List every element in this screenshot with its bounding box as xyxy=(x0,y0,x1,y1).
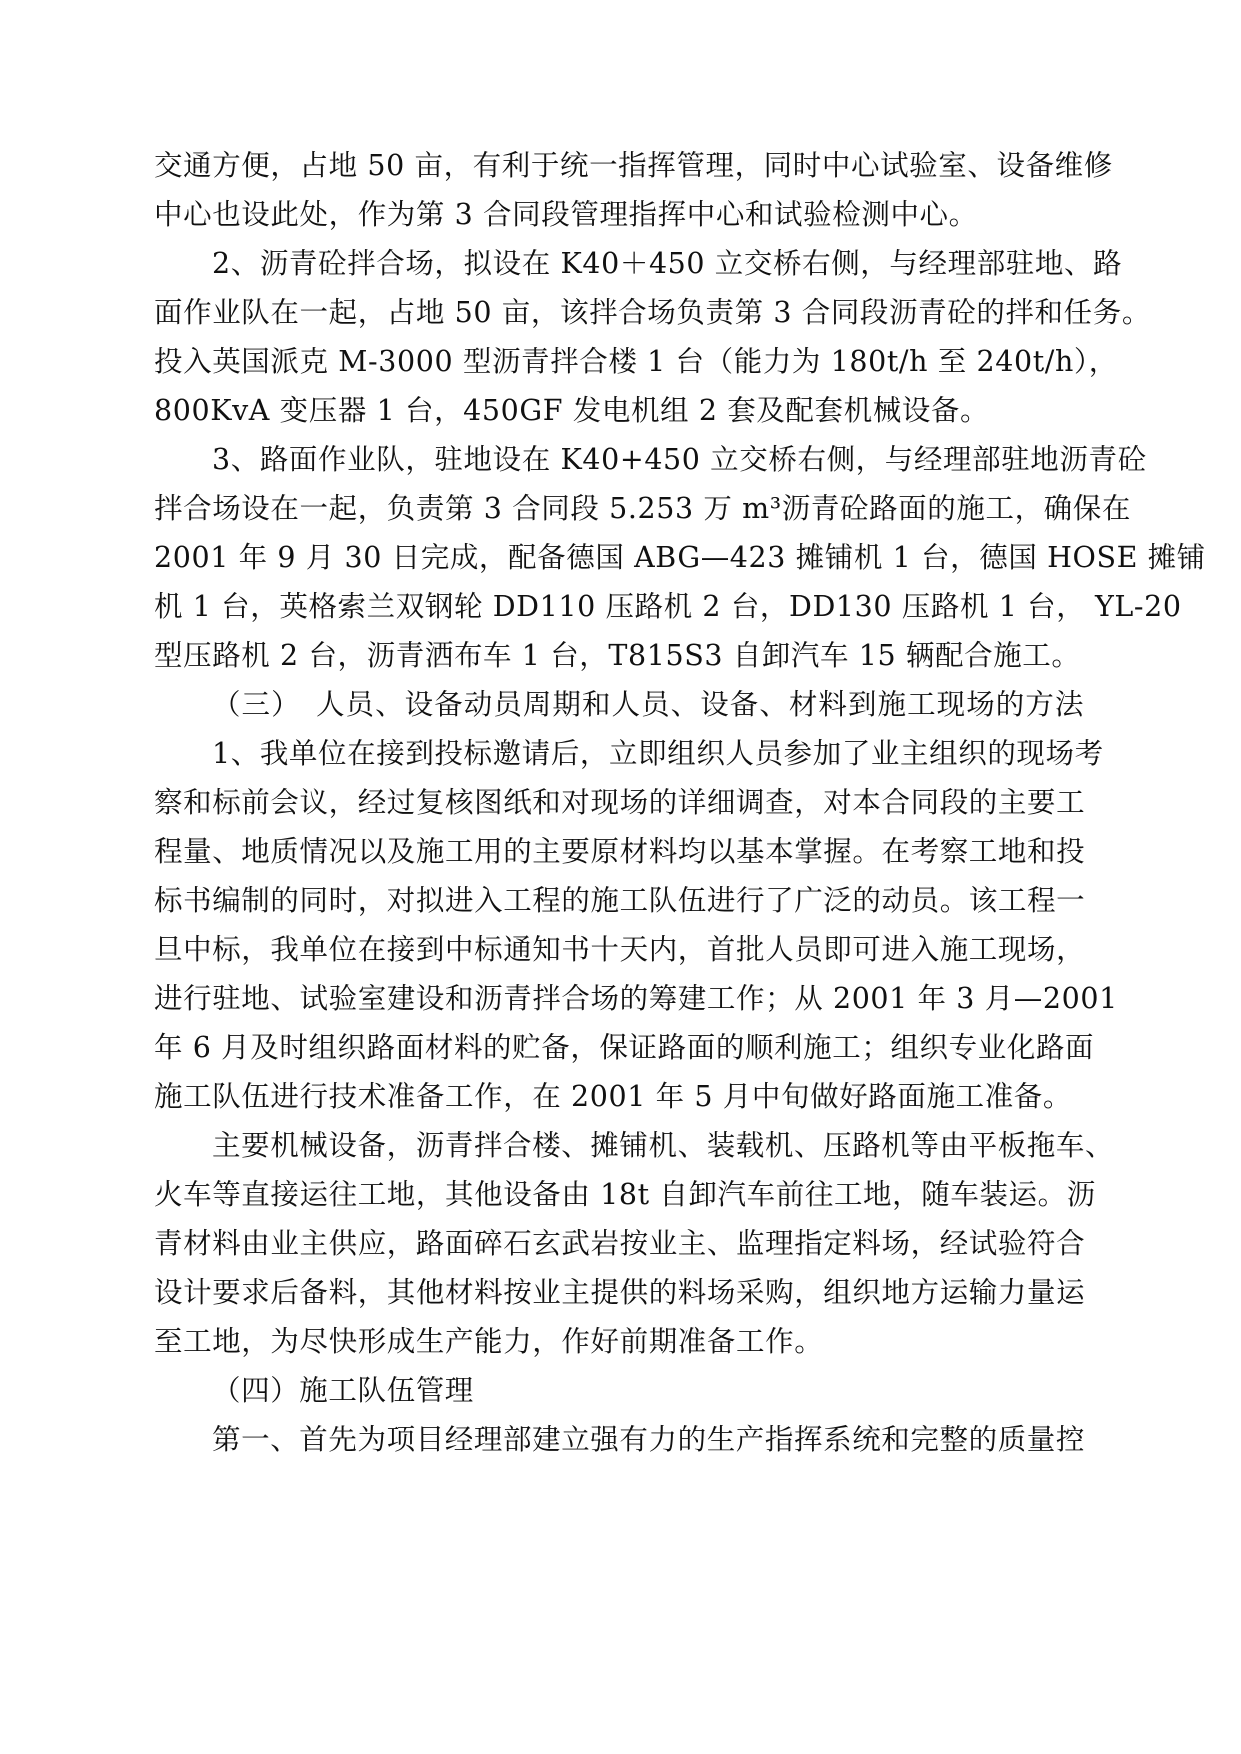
text-line: 年 6 月及时组织路面材料的贮备，保证路面的顺利施工；组织专业化路面 xyxy=(154,1031,1095,1064)
text-line: 拌合场设在一起，负责第 3 合同段 5.253 万 m³沥青砼路面的施工，确保在 xyxy=(154,492,1131,525)
section-heading: （四）施工队伍管理 xyxy=(212,1374,474,1407)
text-line: 设计要求后备料，其他材料按业主提供的料场采购，组织地方运输力量运 xyxy=(154,1276,1086,1309)
text-line: 进行驻地、试验室建设和沥青拌合场的筹建工作；从 2001 年 3 月—2001 xyxy=(154,982,1118,1015)
text-line: 中心也设此处，作为第 3 合同段管理指挥中心和试验检测中心。 xyxy=(154,198,978,231)
section-heading: （三） 人员、设备动员周期和人员、设备、材料到施工现场的方法 xyxy=(212,688,1084,721)
text-line: 投入英国派克 M-3000 型沥青拌合楼 1 台（能力为 180t/h 至 240t/h）， xyxy=(154,345,1118,378)
text-line: 2、沥青砼拌合场，拟设在 K40＋450 立交桥右侧，与经理部驻地、路 xyxy=(212,247,1123,280)
text-line: 主要机械设备，沥青拌合楼、摊铺机、装载机、压路机等由平板拖车、 xyxy=(212,1129,1115,1162)
text-line: 察和标前会议，经过复核图纸和对现场的详细调查，对本合同段的主要工 xyxy=(154,786,1086,819)
text-line: 2001 年 9 月 30 日完成，配备德国 ABG—423 摊铺机 1 台，德国 HOSE 摊铺 xyxy=(154,541,1206,574)
text-line: 1、我单位在接到投标邀请后，立即组织人员参加了业主组织的现场考 xyxy=(212,737,1104,770)
text-line: 标书编制的同时，对拟进入工程的施工队伍进行了广泛的动员。该工程一 xyxy=(154,884,1086,917)
text-line: 程量、地质情况以及施工用的主要原材料均以基本掌握。在考察工地和投 xyxy=(154,835,1086,868)
text-line: 机 1 台，英格索兰双钢轮 DD110 压路机 2 台，DD130 压路机 1 台， YL-20 xyxy=(154,590,1182,623)
text-line: 旦中标，我单位在接到中标通知书十天内，首批人员即可进入施工现场， xyxy=(154,933,1086,966)
text-line: 至工地，为尽快形成生产能力，作好前期准备工作。 xyxy=(154,1325,824,1358)
text-line: 3、路面作业队，驻地设在 K40+450 立交桥右侧，与经理部驻地沥青砼 xyxy=(212,443,1147,476)
text-line: 施工队伍进行技术准备工作，在 2001 年 5 月中旬做好路面施工准备。 xyxy=(154,1080,1073,1113)
text-line: 交通方便，占地 50 亩，有利于统一指挥管理，同时中心试验室、设备维修 xyxy=(154,149,1113,182)
text-line: 800KvA 变压器 1 台，450GF 发电机组 2 套及配套机械设备。 xyxy=(154,394,990,427)
text-line: 面作业队在一起，占地 50 亩，该拌合场负责第 3 合同段沥青砼的拌和任务。 xyxy=(154,296,1151,329)
text-line: 型压路机 2 台，沥青洒布车 1 台，T815S3 自卸汽车 15 辆配合施工。 xyxy=(154,639,1081,672)
text-line: 青材料由业主供应，路面碎石玄武岩按业主、监理指定料场，经试验符合 xyxy=(154,1227,1086,1260)
text-line: 第一、首先为项目经理部建立强有力的生产指挥系统和完整的质量控 xyxy=(212,1423,1086,1456)
text-line: 火车等直接运往工地，其他设备由 18t 自卸汽车前往工地，随车装运。沥 xyxy=(154,1178,1096,1211)
